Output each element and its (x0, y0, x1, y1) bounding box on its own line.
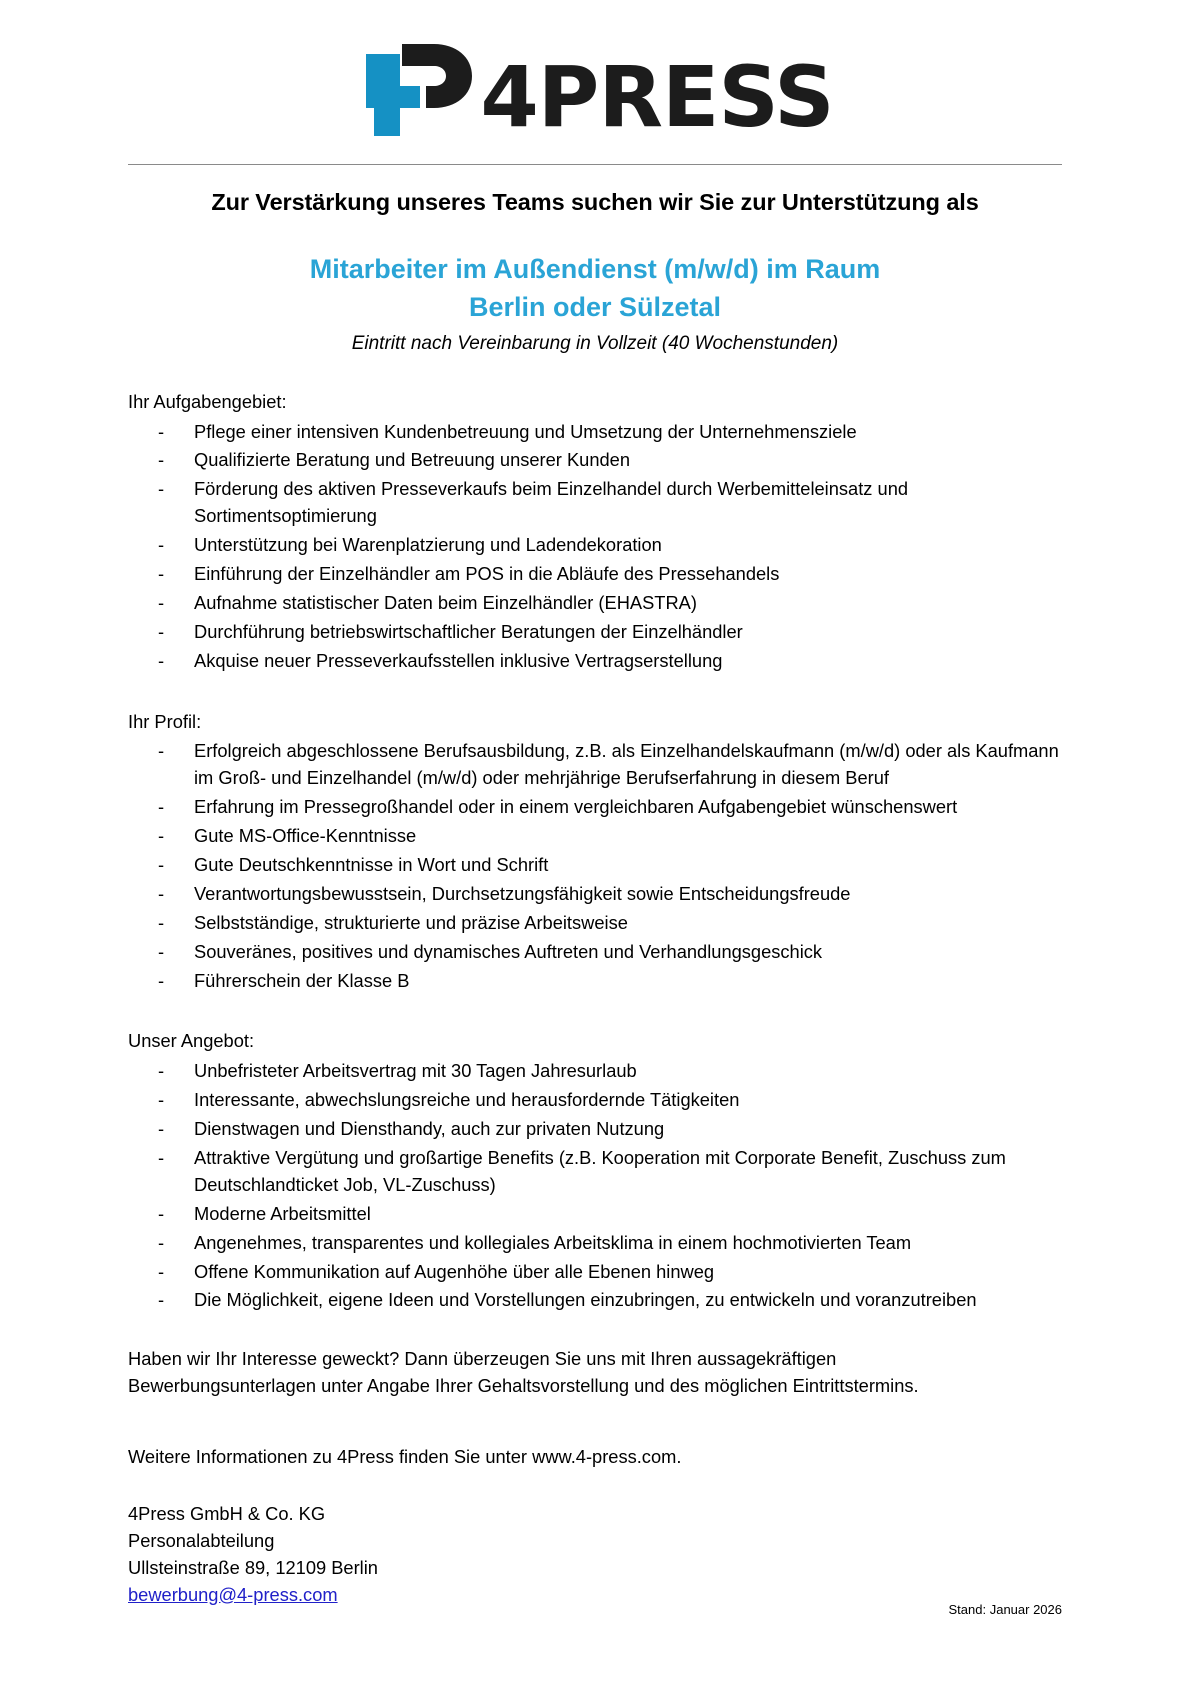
list-item-text: Unbefristeter Arbeitsvertrag mit 30 Tagen Jahresurlaub (194, 1060, 637, 1082)
list-item-text: Durchführung betriebswirtschaftlicher Beratungen der Einzelhändler (194, 620, 743, 642)
list-item (128, 1287, 1062, 1314)
list-item-text: Förderung des aktiven Presseverkaufs beim Einzelhandel durch Werbemitteleinsatz und Sortimentsoptimierung (194, 478, 909, 527)
page-title (120, 250, 1070, 327)
list-item-text: Erfolgreich abgeschlossene Berufsausbildung, z.B. als Einzelhandelskaufmann (m/w/d) oder als Kaufmann im Groß- und Einzelhandel (m/w/d) oder mehrjährige Berufserfahrung in diesem Beruf (194, 740, 1059, 789)
list-item (128, 939, 1062, 966)
postal-address: Ullsteinstraße 89, 12109 Berlin (128, 1556, 378, 1578)
list-item-text: Verantwortungsbewusstsein, Durchsetzungsfähigkeit sowie Entscheidungsfreude (194, 882, 851, 904)
brand-logo (356, 38, 834, 147)
list-item-text: Führerschein der Klasse B (194, 969, 410, 991)
section-aufgabengebiet (128, 389, 1062, 675)
list-item (128, 590, 1062, 617)
list-item (128, 447, 1062, 474)
list-item-text: Dienstwagen und Diensthandy, auch zur privaten Nutzung (194, 1118, 665, 1140)
list-item (128, 1116, 1062, 1143)
list-item (128, 1259, 1062, 1286)
list-item-text: Offene Kommunikation auf Augenhöhe über alle Ebenen hinweg (194, 1260, 715, 1282)
job-title-line-1: Mitarbeiter im Außendienst (m/w/d) im Raum (309, 254, 881, 284)
list-item-text: Selbstständige, strukturierte und präzise Arbeitsweise (194, 911, 628, 933)
list-item-text: Aufnahme statistischer Daten beim Einzelhändler (EHASTRA) (194, 591, 697, 613)
list-item (128, 910, 1062, 937)
list-item-text: Gute MS-Office-Kenntnisse (194, 825, 417, 847)
bullet-list (128, 738, 1062, 994)
list-item (128, 1087, 1062, 1114)
list-item (128, 852, 1062, 879)
list-item (128, 532, 1062, 559)
lead-line: Zur Verstärkung unseres Teams suchen wir Sie zur Unterstützung als (211, 189, 979, 215)
section-profil (128, 709, 1062, 995)
list-item-text: Akquise neuer Presseverkaufsstellen inklusive Vertragserstellung (194, 649, 723, 671)
company-name: 4Press GmbH & Co. KG (128, 1503, 326, 1525)
bullet-marker: - (158, 796, 165, 818)
bullet-marker: - (158, 882, 165, 904)
bullet-marker: - (158, 969, 165, 991)
section-heading: Ihr Profil: (128, 710, 202, 732)
bullet-marker: - (158, 1202, 165, 1224)
bullet-marker: - (158, 1147, 165, 1169)
bullet-marker: - (158, 911, 165, 933)
list-item-text: Moderne Arbeitsmittel (194, 1202, 371, 1224)
list-item (128, 1145, 1062, 1199)
revision-footer: Stand: Januar 2026 (948, 1602, 1062, 1617)
bullet-marker: - (158, 940, 165, 962)
4press-logo-icon (356, 38, 476, 138)
list-item (128, 794, 1062, 821)
bullet-marker: - (158, 620, 165, 642)
bullet-marker: - (158, 1260, 165, 1282)
job-title-line-2: Berlin oder Sülzetal (468, 292, 722, 323)
list-item-text: Interessante, abwechslungsreiche und herausfordernde Tätigkeiten (194, 1089, 740, 1111)
list-item (128, 1201, 1062, 1228)
list-item-text: Erfahrung im Pressegroßhandel oder in einem vergleichbaren Aufgabengebiet wünschenswert (194, 796, 958, 818)
list-item (128, 619, 1062, 646)
department-name: Personalabteilung (128, 1529, 275, 1551)
contact-block (128, 1501, 1062, 1609)
section-angebot (128, 1028, 1062, 1314)
bullet-list (128, 1058, 1062, 1314)
list-item-text: Gute Deutschkenntnisse in Wort und Schrift (194, 854, 549, 876)
list-item-text: Qualifizierte Beratung und Betreuung unserer Kunden (194, 449, 630, 471)
section-heading: Ihr Aufgabengebiet: (128, 390, 287, 412)
bullet-marker: - (158, 591, 165, 613)
bullet-marker: - (158, 1089, 165, 1111)
bullet-marker: - (158, 649, 165, 671)
list-item-text: Souveränes, positives und dynamisches Auftreten und Verhandlungsgeschick (194, 940, 823, 962)
list-item (128, 648, 1062, 675)
list-item (128, 561, 1062, 588)
bullet-marker: - (158, 825, 165, 847)
list-item-text: Angenehmes, transparentes und kollegiales Arbeitsklima in einem hochmotivierten Team (194, 1231, 912, 1253)
list-item (128, 823, 1062, 850)
section-heading: Unser Angebot: (128, 1030, 255, 1052)
list-item (128, 738, 1062, 792)
closing-line-1: Haben wir Ihr Interesse geweckt? Dann überzeugen Sie uns mit Ihren aussagekräftigen (128, 1348, 837, 1370)
bullet-marker: - (158, 1289, 165, 1311)
list-item-text: Pflege einer intensiven Kundenbetreuung und Umsetzung der Unternehmensziele (194, 420, 857, 442)
bullet-marker: - (158, 449, 165, 471)
bullet-marker: - (158, 534, 165, 556)
bullet-marker: - (158, 740, 165, 762)
header-divider (128, 164, 1062, 165)
job-subtitle: Eintritt nach Vereinbarung in Vollzeit (40 Wochenstunden) (351, 332, 839, 354)
bullet-list (128, 419, 1062, 675)
list-item-text: Einführung der Einzelhändler am POS in die Abläufe des Pressehandels (194, 563, 780, 584)
closing-line-2: Bewerbungsunterlagen unter Angabe Ihrer Gehaltsvorstellung und des möglichen Eintrittstermins. (128, 1375, 919, 1397)
list-item (128, 1230, 1062, 1257)
more-info-line: Weitere Informationen zu 4Press finden Sie unter www.4-press.com. (128, 1446, 682, 1468)
brand-header (0, 0, 1190, 147)
email-link[interactable]: bewerbung@4-press.com (128, 1583, 338, 1605)
list-item (128, 968, 1062, 995)
list-item (128, 419, 1062, 446)
bullet-marker: - (158, 563, 165, 584)
posting-body (128, 389, 1062, 1609)
list-item (128, 881, 1062, 908)
list-item (128, 476, 1062, 530)
list-item-text: Unterstützung bei Warenplatzierung und Ladendekoration (194, 534, 662, 556)
brand-wordmark: 4PRESS (480, 48, 834, 147)
bullet-marker: - (158, 1118, 165, 1140)
bullet-marker: - (158, 1231, 165, 1253)
bullet-marker: - (158, 854, 165, 876)
list-item-text: Attraktive Vergütung und großartige Benefits (z.B. Kooperation mit Corporate Benefit, Zuschuss zum Deutschlandticket Job, VL-Zuschuss) (194, 1147, 1006, 1195)
bullet-marker: - (158, 478, 165, 500)
list-item-text: Die Möglichkeit, eigene Ideen und Vorstellungen einzubringen, zu entwickeln und voranzutreiben (194, 1289, 977, 1311)
bullet-marker: - (158, 420, 165, 442)
list-item (128, 1058, 1062, 1085)
bullet-marker: - (158, 1060, 165, 1082)
closing-paragraph (128, 1346, 1062, 1400)
